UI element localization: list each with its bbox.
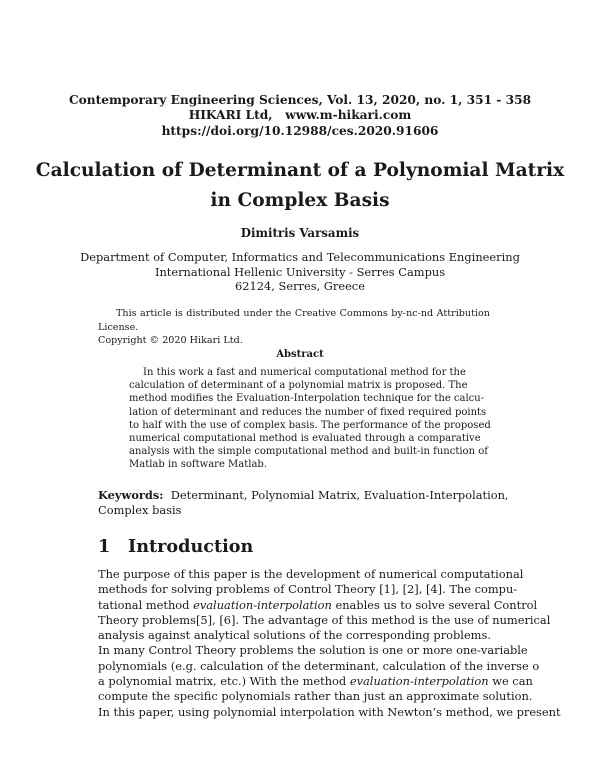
title-line-2: in Complex Basis [210, 190, 390, 211]
abstract-body [129, 366, 491, 472]
publisher-line: HIKARI Ltd, www.m-hikari.com [188, 108, 412, 123]
title-line-1: Calculation of Determinant of a Polynomial Matrix [35, 160, 565, 181]
journal-line: Contemporary Engineering Sciences, Vol. 13, 2020, no. 1, 351 - 358 [68, 93, 532, 107]
abstract-line: Matlab in software Matlab. [129, 459, 268, 471]
body-line: polynomials (e.g. calculation of the determinant, calculation of the inverse o [98, 658, 540, 673]
keywords-list: Determinant, Polynomial Matrix, Evaluation-Interpolation, [170, 488, 509, 502]
body-line: methods for solving problems of Control Theory [1], [2], [4]. The compu- [98, 582, 518, 597]
affiliation [0, 250, 600, 294]
license-line-1: This article is distributed under the Creative Commons by-nc-nd Attribution License. [98, 308, 490, 333]
section-number: 1 [98, 536, 111, 557]
abstract-line: to half with the use of complex basis. The performance of the proposed [129, 419, 491, 431]
abstract-heading: Abstract [276, 349, 324, 360]
section-title: Introduction [128, 536, 254, 557]
affiliation-line-2: International Hellenic University - Serres Campus [154, 264, 446, 279]
journal-header [0, 93, 600, 139]
introduction-text [98, 567, 561, 720]
italic-term: evaluation-interpolation [193, 597, 332, 612]
italic-term: evaluation-interpolation [349, 674, 489, 689]
body-line [98, 674, 533, 689]
license-notice [98, 307, 490, 348]
abstract-line: calculation of determinant of a polynomial matrix is proposed. The [129, 380, 468, 392]
abstract-line: lation of determinant and reduces the number of fixed required points [129, 406, 487, 418]
affiliation-line-3: 62124, Serres, Greece [235, 279, 365, 294]
body-line: The purpose of this paper is the development of numerical computational [98, 567, 524, 581]
paper-title [0, 156, 600, 216]
abstract-line: numerical computational method is evaluated through a comparative [129, 433, 481, 445]
abstract-line: In this work a fast and numerical computational method for the [143, 367, 466, 378]
author-name: Dimitris Varsamis [240, 226, 360, 240]
body-line: In many Control Theory problems the solution is one or more one-variable [98, 643, 528, 658]
section-heading [98, 536, 490, 558]
body-line: In this paper, using polynomial interpolation with Newton’s method, we present [98, 704, 561, 719]
keywords-line-1 [98, 488, 509, 503]
abstract-line: method modifies the Evaluation-Interpolation technique for the calcu- [129, 393, 485, 405]
body-fragment: tational method [98, 597, 194, 612]
keywords-line-2: Complex basis [98, 503, 182, 518]
doi-line[interactable]: https://doi.org/10.12988/ces.2020.91606 [161, 123, 439, 138]
copyright-line: Copyright © 2020 Hikari Ltd. [98, 335, 243, 347]
body-fragment: we can [488, 674, 533, 689]
body-fragment: enables us to solve several Control [331, 597, 538, 612]
body-line: compute the specific polynomials rather than just an approximate solution. [98, 689, 533, 704]
body-line: analysis against analytical solutions of the corresponding problems. [98, 628, 491, 643]
abstract-line: analysis with the simple computational method and built-in function of [129, 446, 488, 458]
body-line: Theory problems[5], [6]. The advantage of this method is the use of numerical [98, 612, 551, 627]
affiliation-line-1: Department of Computer, Informatics and Telecommunications Engineering [80, 250, 520, 264]
body-fragment: a polynomial matrix, etc.) With the method [98, 674, 350, 689]
body-line [98, 597, 538, 613]
keywords-label: Keywords: [98, 488, 164, 502]
keywords-block [98, 488, 509, 518]
